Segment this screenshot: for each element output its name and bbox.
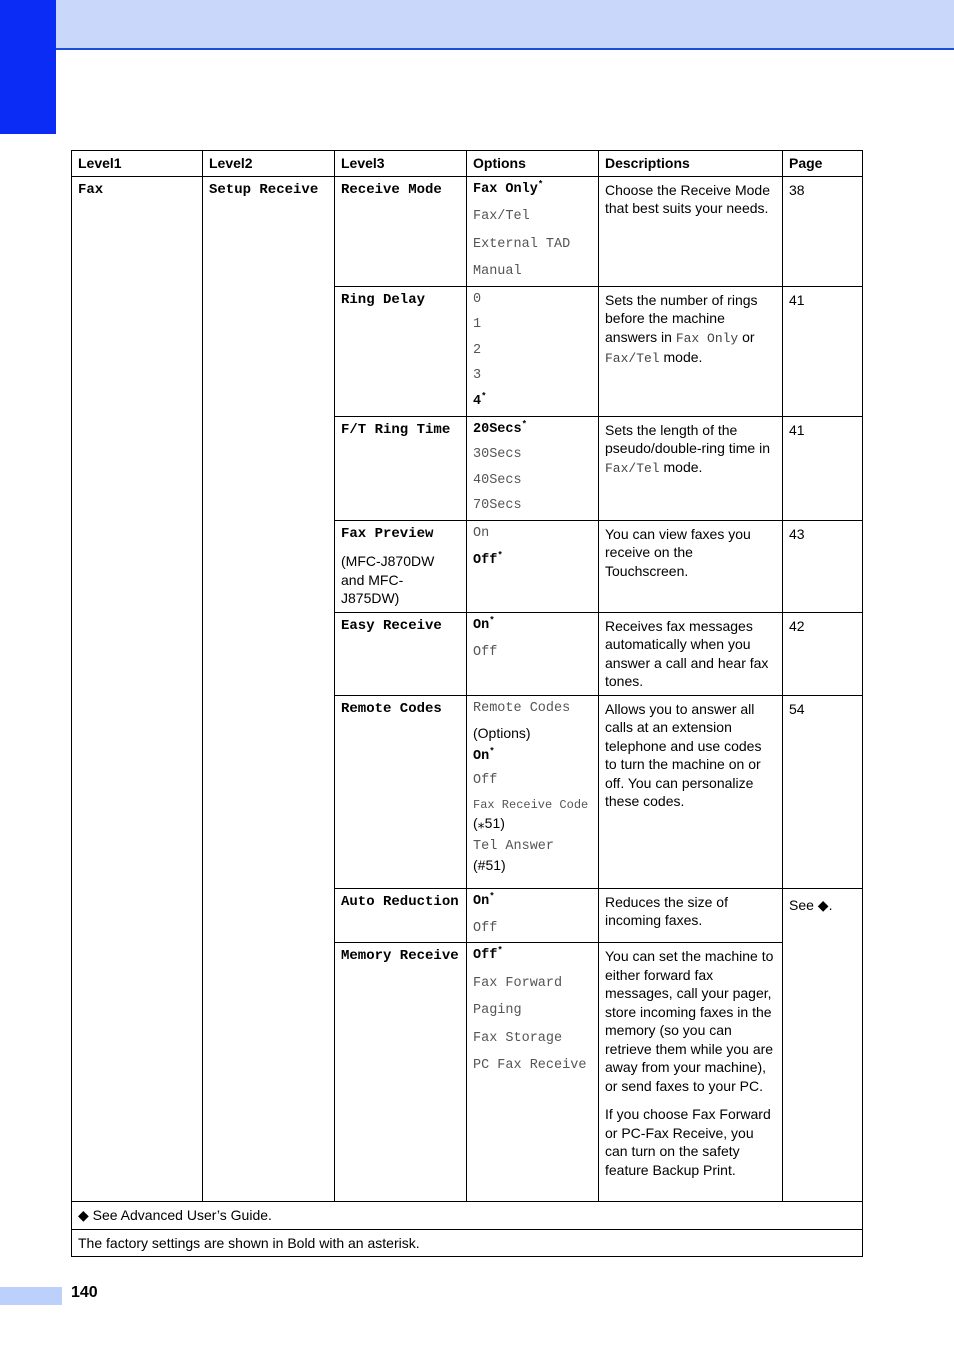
level3-cell: F/T Ring Time xyxy=(335,416,467,520)
option-item: PC Fax Receive xyxy=(473,1058,587,1073)
description-cell: Sets the number of rings before the machine answers in Fax Only or Fax/Tel mode. xyxy=(599,286,783,416)
option-item: Off* xyxy=(473,550,503,568)
options-cell xyxy=(467,888,599,943)
options-cell xyxy=(467,943,599,1202)
settings-table xyxy=(71,150,863,1257)
option-item: 30Secs xyxy=(473,447,522,462)
option-item: Fax Only* xyxy=(473,179,544,197)
level3-cell: Memory Receive xyxy=(335,943,467,1202)
level3-cell: Remote Codes xyxy=(335,695,467,888)
level2-cell: Setup Receive xyxy=(203,176,335,1202)
option-item: 70Secs xyxy=(473,498,522,513)
option-item: Manual xyxy=(473,264,522,279)
option-item: Paging xyxy=(473,1003,522,1018)
option-item: (⁎51) xyxy=(473,814,505,831)
page-cell: 41 xyxy=(783,416,863,520)
table-row xyxy=(72,176,863,286)
option-item: External TAD xyxy=(473,236,571,252)
option-item: Off xyxy=(473,645,498,660)
option-item: On* xyxy=(473,891,495,909)
description-cell: Reduces the size of incoming faxes. xyxy=(599,888,783,943)
page-cell: 42 xyxy=(783,612,863,695)
option-item: Off xyxy=(473,772,498,788)
page-number: 140 xyxy=(71,1284,98,1301)
option-item: On* xyxy=(473,746,495,764)
model-note: (MFC-J870DW and MFC-J875DW) xyxy=(341,553,435,606)
option-item: (#51) xyxy=(473,856,506,873)
page-cell: 41 xyxy=(783,286,863,416)
option-item: 20Secs* xyxy=(473,419,528,437)
level3-cell: Easy Receive xyxy=(335,612,467,695)
description-paragraph: You can set the machine to either forward fax messages, call your pager, store incoming faxes in the memory (so you can retrieve them while you are away from your machine), or send faxes to your PC. xyxy=(605,948,774,1094)
description-cell: Sets the length of the pseudo/double-ring time in Fax/Tel mode. xyxy=(599,416,783,520)
page-cell: 38 xyxy=(783,176,863,286)
option-item: 2 xyxy=(473,342,482,358)
chapter-tab xyxy=(0,0,56,134)
option-item: Fax Forward xyxy=(473,975,563,991)
description-cell: Allows you to answer all calls at an extension telephone and use codes to turn the machine on or off. You can personalize these codes. xyxy=(599,695,783,888)
option-item: Off xyxy=(473,921,498,936)
options-cell xyxy=(467,416,599,520)
option-item: On xyxy=(473,525,490,541)
option-item: 0 xyxy=(473,291,482,307)
options-cell xyxy=(467,695,599,888)
option-item: Fax Storage xyxy=(473,1030,563,1046)
options-cell xyxy=(467,286,599,416)
description-cell: You can view faxes you receive on the Touchscreen. xyxy=(599,520,783,612)
footnote-row xyxy=(72,1229,863,1257)
description-paragraph: If you choose Fax Forward or PC-Fax Receive, you can turn on the safety feature Backup Print. xyxy=(605,1106,771,1178)
col-header-page: Page xyxy=(783,151,863,177)
option-item: 3 xyxy=(473,368,482,383)
footnote-row xyxy=(72,1202,863,1230)
level3-cell: Ring Delay xyxy=(335,286,467,416)
description-cell: Receives fax messages automatically when you answer a call and hear fax tones. xyxy=(599,612,783,695)
option-item: Fax Receive Code xyxy=(473,797,589,812)
page-cell: See ◆. xyxy=(783,888,863,1202)
options-cell xyxy=(467,612,599,695)
page-number-bar xyxy=(0,1287,62,1305)
col-header-level1: Level1 xyxy=(72,151,203,177)
table-header-row xyxy=(72,151,863,177)
option-item: Tel Answer xyxy=(473,838,555,854)
option-item: On* xyxy=(473,615,495,633)
col-header-level3: Level3 xyxy=(335,151,467,177)
col-header-descriptions: Descriptions xyxy=(599,151,783,177)
header-band xyxy=(0,0,954,50)
options-cell xyxy=(467,176,599,286)
col-header-level2: Level2 xyxy=(203,151,335,177)
option-item: Remote Codes xyxy=(473,700,571,716)
option-item: 40Secs xyxy=(473,472,522,488)
option-item: 1 xyxy=(473,317,482,332)
level1-cell: Fax xyxy=(72,176,203,1202)
description-cell: Choose the Receive Mode that best suits your needs. xyxy=(599,176,783,286)
level3-cell: Fax Preview (MFC-J870DW and MFC-J875DW) xyxy=(335,520,467,612)
level3-cell: Auto Reduction xyxy=(335,888,467,943)
advanced-guide-note: ◆ See Advanced User’s Guide. xyxy=(72,1202,863,1230)
page-cell: 54 xyxy=(783,695,863,888)
col-header-options: Options xyxy=(467,151,599,177)
option-item: Fax/Tel xyxy=(473,209,530,224)
option-item: (Options) xyxy=(473,724,531,741)
option-item: Off* xyxy=(473,945,503,963)
factory-settings-note: The factory settings are shown in Bold with an asterisk. xyxy=(72,1229,863,1257)
options-cell xyxy=(467,520,599,612)
page-cell: 43 xyxy=(783,520,863,612)
option-item: 4* xyxy=(473,391,487,409)
level3-cell: Receive Mode xyxy=(335,176,467,286)
description-cell xyxy=(599,943,783,1202)
